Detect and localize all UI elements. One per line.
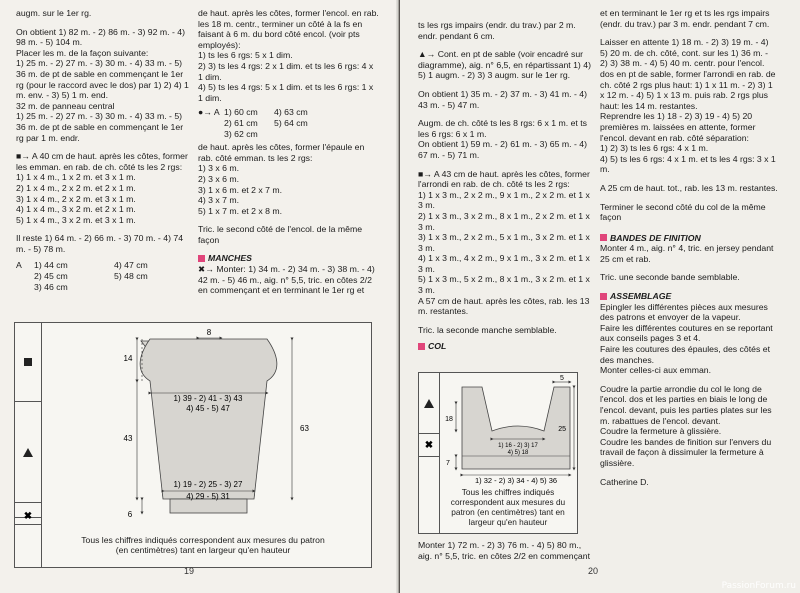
instruction-line: 1) 25 m. - 2) 27 m. - 3) 30 m. - 4) 33 m. - 5) 36 m. de pt de sable en commençant le 1er rg (pour le raccord avec le dos) par 1) 2) 4) 1 m. env. - 3) 5) 1 m. end. (16, 58, 189, 101)
paragraph-gap (16, 143, 190, 151)
size-item: 3) 62 cm (224, 128, 258, 139)
instruction-line: Tric. le second côté de l'encol. de la même façon (198, 224, 363, 245)
instruction-line: 5) 1 x 3 m., 5 x 2 m., 8 x 1 m., 3 x 2 m. et 1 x 3 m. (418, 274, 590, 296)
instruction-line: Coudre les bandes de finition sur l'envers du travail de façon à dissimuler la fermeture à glissière. (600, 436, 772, 468)
instruction-line: Catherine D. (600, 476, 649, 487)
sleeve-caption: Tous les chiffres indiqués correspondent aux mesures du patron (en centimètres) tant en largeur qu'en hauteur (81, 535, 325, 555)
size-item: 1) 44 cm (34, 260, 68, 271)
paragraph-gap (600, 469, 778, 477)
size-item: 5) 48 cm (114, 271, 148, 282)
instruction-line: 1) ts les 6 rgs: 5 x 1 dim. (198, 50, 293, 61)
sleeve-diagram (14, 322, 372, 568)
width-top: 1) 39 - 2) 41 - 3) 43 (173, 394, 243, 403)
instruction-line: et en terminant le 1er rg et ts les rgs impairs (endr. du trav.) par 3 m. endr. pendant 7 cm. (600, 8, 770, 29)
paragraph-gap (16, 225, 190, 233)
dim-mid-left: 43 (123, 434, 133, 443)
paragraph-gap (600, 175, 778, 183)
triangle-marker-icon (23, 448, 33, 457)
heading-bullet-icon (198, 255, 205, 262)
col-instructions (418, 540, 594, 561)
legend-cell (15, 323, 41, 402)
paragraph-gap (418, 161, 594, 169)
size-item: 4) 47 cm (114, 260, 148, 271)
left-col2-text (198, 8, 380, 103)
right-column-1 (418, 20, 594, 352)
watermark: PassionForum.ru (721, 581, 796, 591)
instruction-line: Faire les différentes coutures en se reportant aux conseils pages 3 et 4. (600, 322, 773, 344)
paragraph-gap (418, 317, 594, 325)
instruction-line: 2) 3) ts les 4 rgs: 2 x 1 dim. et ts les 6 rgs: 4 x 1 dim. (198, 60, 374, 82)
collar-caption: Tous les chiffres indiqués correspondent aux mesures du patron (en centimètres) tant en largeur qu'en hauteur (450, 487, 566, 527)
instruction-line: On obtient 1) 82 m. - 2) 86 m. - 3) 92 m. - 4) 98 m. - 5) 104 m. (16, 26, 185, 48)
paragraph-gap (418, 81, 594, 89)
instruction-line: 1) 3 x 6 m. (198, 163, 240, 174)
instruction-line: 5) 1 x 4 m., 3 x 2 m. et 3 x 1 m. (16, 214, 136, 225)
dim-top: 8 (206, 328, 212, 337)
instruction-line: 1) 1 x 4 m., 1 x 2 m. et 3 x 1 m. (16, 172, 136, 183)
page-number-left: 19 (184, 566, 195, 576)
right-col1-text (418, 20, 594, 335)
paragraph-gap (600, 194, 778, 202)
triangle-marker-icon (424, 399, 434, 408)
right-col2-text (600, 8, 778, 223)
instruction-line: 5) 1 x 7 m. et 2 x 8 m. (198, 205, 283, 216)
instruction-line: Reprendre les 1) 18 - 2) 3) 19 - 4) 5) 20 premières m. laissées en attente, former l'encol. devant en rab. côté séparation: (600, 111, 756, 143)
size-item: 2) 61 cm (224, 117, 258, 128)
instruction-line: Tric. la seconde manche semblable. (418, 324, 557, 335)
sizes-b (198, 107, 380, 139)
assemblage-text (600, 302, 778, 488)
right-page (400, 0, 800, 593)
left-page (0, 0, 399, 593)
instruction-line: Monter 4 m., aig. n° 4, tric. en jersey pendant 25 cm et rab. (600, 243, 774, 264)
instruction-line: Laisser en attente 1) 18 m. - 2) 3) 19 m. - 4) 5) 20 m. de ch. côté, cont. sur les 1) 36 m. - 2) 3) 38 m. - 4) 5) 40 m. centr. pour l'encol. dos en pt de sable, former l'arrondi en rab. de ch. côté 2 rgs plus haut: 1) 1 x 11 m. - 2) 3) 1 x 12 m. - 4) 5) 1 x 13 m. puis rab. 2 rgs plus haut: les 14 m. restantes. (600, 37, 776, 111)
bandes-heading (600, 233, 778, 244)
size-item: 4) 63 cm (274, 107, 308, 118)
collar-dim-25: 25 (558, 426, 566, 433)
bandes-title: BANDES DE FINITION (610, 232, 701, 243)
legend-cell (419, 434, 439, 457)
width-top2: 4) 45 - 5) 47 (186, 404, 230, 413)
heading-bullet-icon (600, 234, 607, 241)
legend-cell (419, 373, 439, 434)
instruction-line: 2) 3 x 6 m. (198, 173, 240, 184)
instruction-line: 4) 5) ts les 4 rgs: 5 x 1 dim. et ts les 6 rgs: 1 x 1 dim. (198, 82, 374, 103)
instruction-line: A 57 cm de haut. après les côtes, rab. les 13 m. restantes. (418, 295, 590, 317)
assemblage-title: ASSEMBLAGE (610, 291, 672, 302)
collar-dim-5: 5 (560, 375, 564, 382)
instruction-line: Coudre la partie arrondie du col le long de l'encol. dos et les parties en biais le long de l'encol. devant, puis les parties plates sur les m. rabattues de l'encol. devant. (600, 383, 772, 426)
col-heading (418, 341, 594, 352)
paragraph-gap (198, 216, 380, 224)
instruction-line: de haut. après les côtes, former l'encol. en rab. les 18 m. centr., terminer un côté à la fs en faisant à 6 m. du bord côté encol. (voir pts employés): (198, 8, 379, 50)
instruction-line: ▲→ Cont. en pt de sable (voir encadré sur diagramme), aig. n° 6,5, en répartissant 1) 4) 5) 1 augm. - 2) 3) 3 augm. sur le 1er rg. (418, 49, 591, 81)
size-item: 2) 45 cm (34, 271, 68, 282)
manches-text: ✖→ Monter: 1) 34 m. - 2) 34 m. - 3) 38 m. - 4) 42 m. - 5) 46 m., aig. n° 5,5, tric. en côtes 2/2 en commençant et en terminant le 1er rg et (198, 264, 375, 296)
sizes-a-label: A (16, 260, 22, 271)
manches-title: MANCHES (208, 253, 252, 264)
legend-cell (15, 508, 41, 525)
instruction-line: 4) 3 x 7 m. (198, 195, 240, 206)
collar-legend (419, 373, 440, 533)
left-column-2 (198, 8, 380, 296)
instruction-line: Faire les coutures des épaules, des côtés et des manches. (600, 344, 770, 365)
instruction-line: 1) 1 x 3 m., 2 x 2 m., 9 x 1 m., 2 x 2 m. et 1 x 3 m. (418, 189, 590, 211)
diagram-legend (15, 323, 42, 567)
collar-dim-18: 18 (445, 416, 453, 423)
instruction-line: 3) 1 x 6 m. et 2 x 7 m. (198, 184, 283, 195)
left-col2b-text (198, 142, 380, 245)
dim-left: 14 (123, 354, 133, 363)
instruction-line: 1) 2) 3) ts les 6 rgs: 4 x 1 m. (600, 143, 709, 154)
paragraph-gap (16, 19, 190, 27)
right-column-2 (600, 8, 778, 487)
collar-inner1: 1) 16 - 2) 3) 17 (498, 443, 538, 449)
legend-cell (419, 457, 439, 532)
instruction-line: A 25 cm de haut. tot., rab. les 13 m. restantes. (600, 182, 778, 193)
left-col1-text (16, 8, 190, 254)
instruction-line: Monter celles-ci aux emman. (600, 365, 712, 376)
instruction-line: On obtient 1) 59 m. - 2) 61 m. - 3) 65 m. - 4) 67 m. - 5) 71 m. (418, 139, 587, 160)
col-text: Monter 1) 72 m. - 2) 3) 76 m. - 4) 5) 80 m., aig. n° 5,5, tric. en côtes 2/2 en commençant (418, 540, 591, 561)
bandes-text (600, 243, 778, 283)
instruction-line: On obtient 1) 35 m. - 2) 37 m. - 3) 41 m. - 4) 43 m. - 5) 47 m. (418, 88, 587, 110)
instruction-line: de haut. après les côtes, former l'épaule en rab. côté emman. ts les 2 rgs: (198, 142, 365, 163)
sizes-b-label: ●→ A (198, 107, 220, 118)
heading-bullet-icon (600, 293, 607, 300)
instruction-line: ■→ A 43 cm de haut. après les côtes, former l'arrondi en rab. de ch. côté ts les 2 rgs: (418, 168, 590, 190)
legend-cell (15, 402, 41, 503)
instruction-line: augm. sur le 1er rg. (16, 8, 92, 18)
cross-marker-icon: ✖ (23, 510, 33, 522)
paragraph-gap (418, 41, 594, 49)
instruction-line: 2) 1 x 3 m., 3 x 2 m., 8 x 1 m., 2 x 2 m. et 1 x 3 m. (418, 210, 590, 232)
size-item: 3) 46 cm (34, 281, 68, 292)
paragraph-gap (418, 110, 594, 118)
instruction-line: 4) 5) ts les 6 rgs: 4 x 1 m. et ts les 4 rgs: 3 x 1 m. (600, 153, 776, 175)
instruction-line: ■→ A 40 cm de haut. après les côtes, former les emman. en rab. de ch. côté ts les 2 rgs: (16, 151, 188, 172)
instruction-line: Augm. de ch. côté ts les 8 rgs: 6 x 1 m. et ts les 6 rgs: 6 x 1 m. (418, 118, 587, 139)
left-column-1 (16, 8, 190, 292)
instruction-line: 2) 1 x 4 m., 2 x 2 m. et 2 x 1 m. (16, 182, 136, 193)
instruction-line: Epingler les différentes pièces aux mesures des patrons et envoyer de la vapeur. (600, 301, 768, 323)
sizes-a (16, 260, 190, 292)
instruction-line: 4) 1 x 3 m., 4 x 2 m., 9 x 1 m., 3 x 2 m. et 1 x 3 m. (418, 253, 590, 274)
heading-bullet-icon (418, 343, 425, 350)
instruction-line: 3) 1 x 3 m., 2 x 2 m., 5 x 1 m., 3 x 2 m. et 1 x 3 m. (418, 232, 590, 253)
width-bottom2: 4) 29 - 5) 31 (186, 492, 230, 501)
collar-bottom: 1) 32 - 2) 3) 34 - 4) 5) 36 (474, 476, 558, 485)
instruction-line: Terminer le second côté du col de la même façon (600, 201, 766, 223)
assemblage-heading (600, 291, 778, 302)
instruction-line: 1) 25 m. - 2) 27 m. - 3) 30 m. - 4) 33 m. - 5) 36 m. de pt de sable en commençant le 1er rg par 1 m. endr. (16, 111, 184, 143)
instruction-line: 32 m. de panneau central (16, 100, 115, 111)
instruction-line: Tric. une seconde bande semblable. (600, 272, 740, 283)
collar-drawing (440, 373, 576, 485)
cross-marker-icon: ✖ (424, 439, 434, 451)
instruction-line: Placer les m. de la façon suivante: (16, 47, 149, 58)
page-number-right: 20 (588, 566, 599, 576)
size-item: 5) 64 cm (274, 117, 308, 128)
col-title: COL (428, 341, 447, 352)
instruction-line: Il reste 1) 64 m. - 2) 66 m. - 3) 70 m. - 4) 74 m. - 5) 78 m. (16, 233, 184, 254)
dim-bottom: 6 (127, 510, 133, 519)
paragraph-gap (600, 376, 778, 384)
collar-diagram (418, 372, 578, 534)
instruction-line: Coudre la fermeture à glissière. (600, 426, 722, 437)
instruction-line: ts les rgs impairs (endr. du trav.) par 2 m. endr. pendant 6 cm. (418, 20, 576, 41)
instruction-line: 4) 1 x 4 m., 3 x 2 m. et 2 x 1 m. (16, 204, 136, 215)
square-marker-icon (24, 358, 32, 366)
manches-heading (198, 253, 380, 264)
paragraph-gap (600, 264, 778, 272)
paragraph-gap (600, 29, 778, 37)
collar-inner2: 4) 5) 18 (507, 450, 529, 456)
collar-dim-7: 7 (446, 460, 450, 467)
instruction-line: 3) 1 x 4 m., 2 x 2 m. et 3 x 1 m. (16, 193, 136, 204)
dim-right: 63 (300, 424, 309, 433)
size-item: 1) 60 cm (224, 107, 258, 118)
width-bottom: 1) 19 - 2) 25 - 3) 27 (173, 480, 243, 489)
sleeve-drawing (42, 323, 370, 537)
